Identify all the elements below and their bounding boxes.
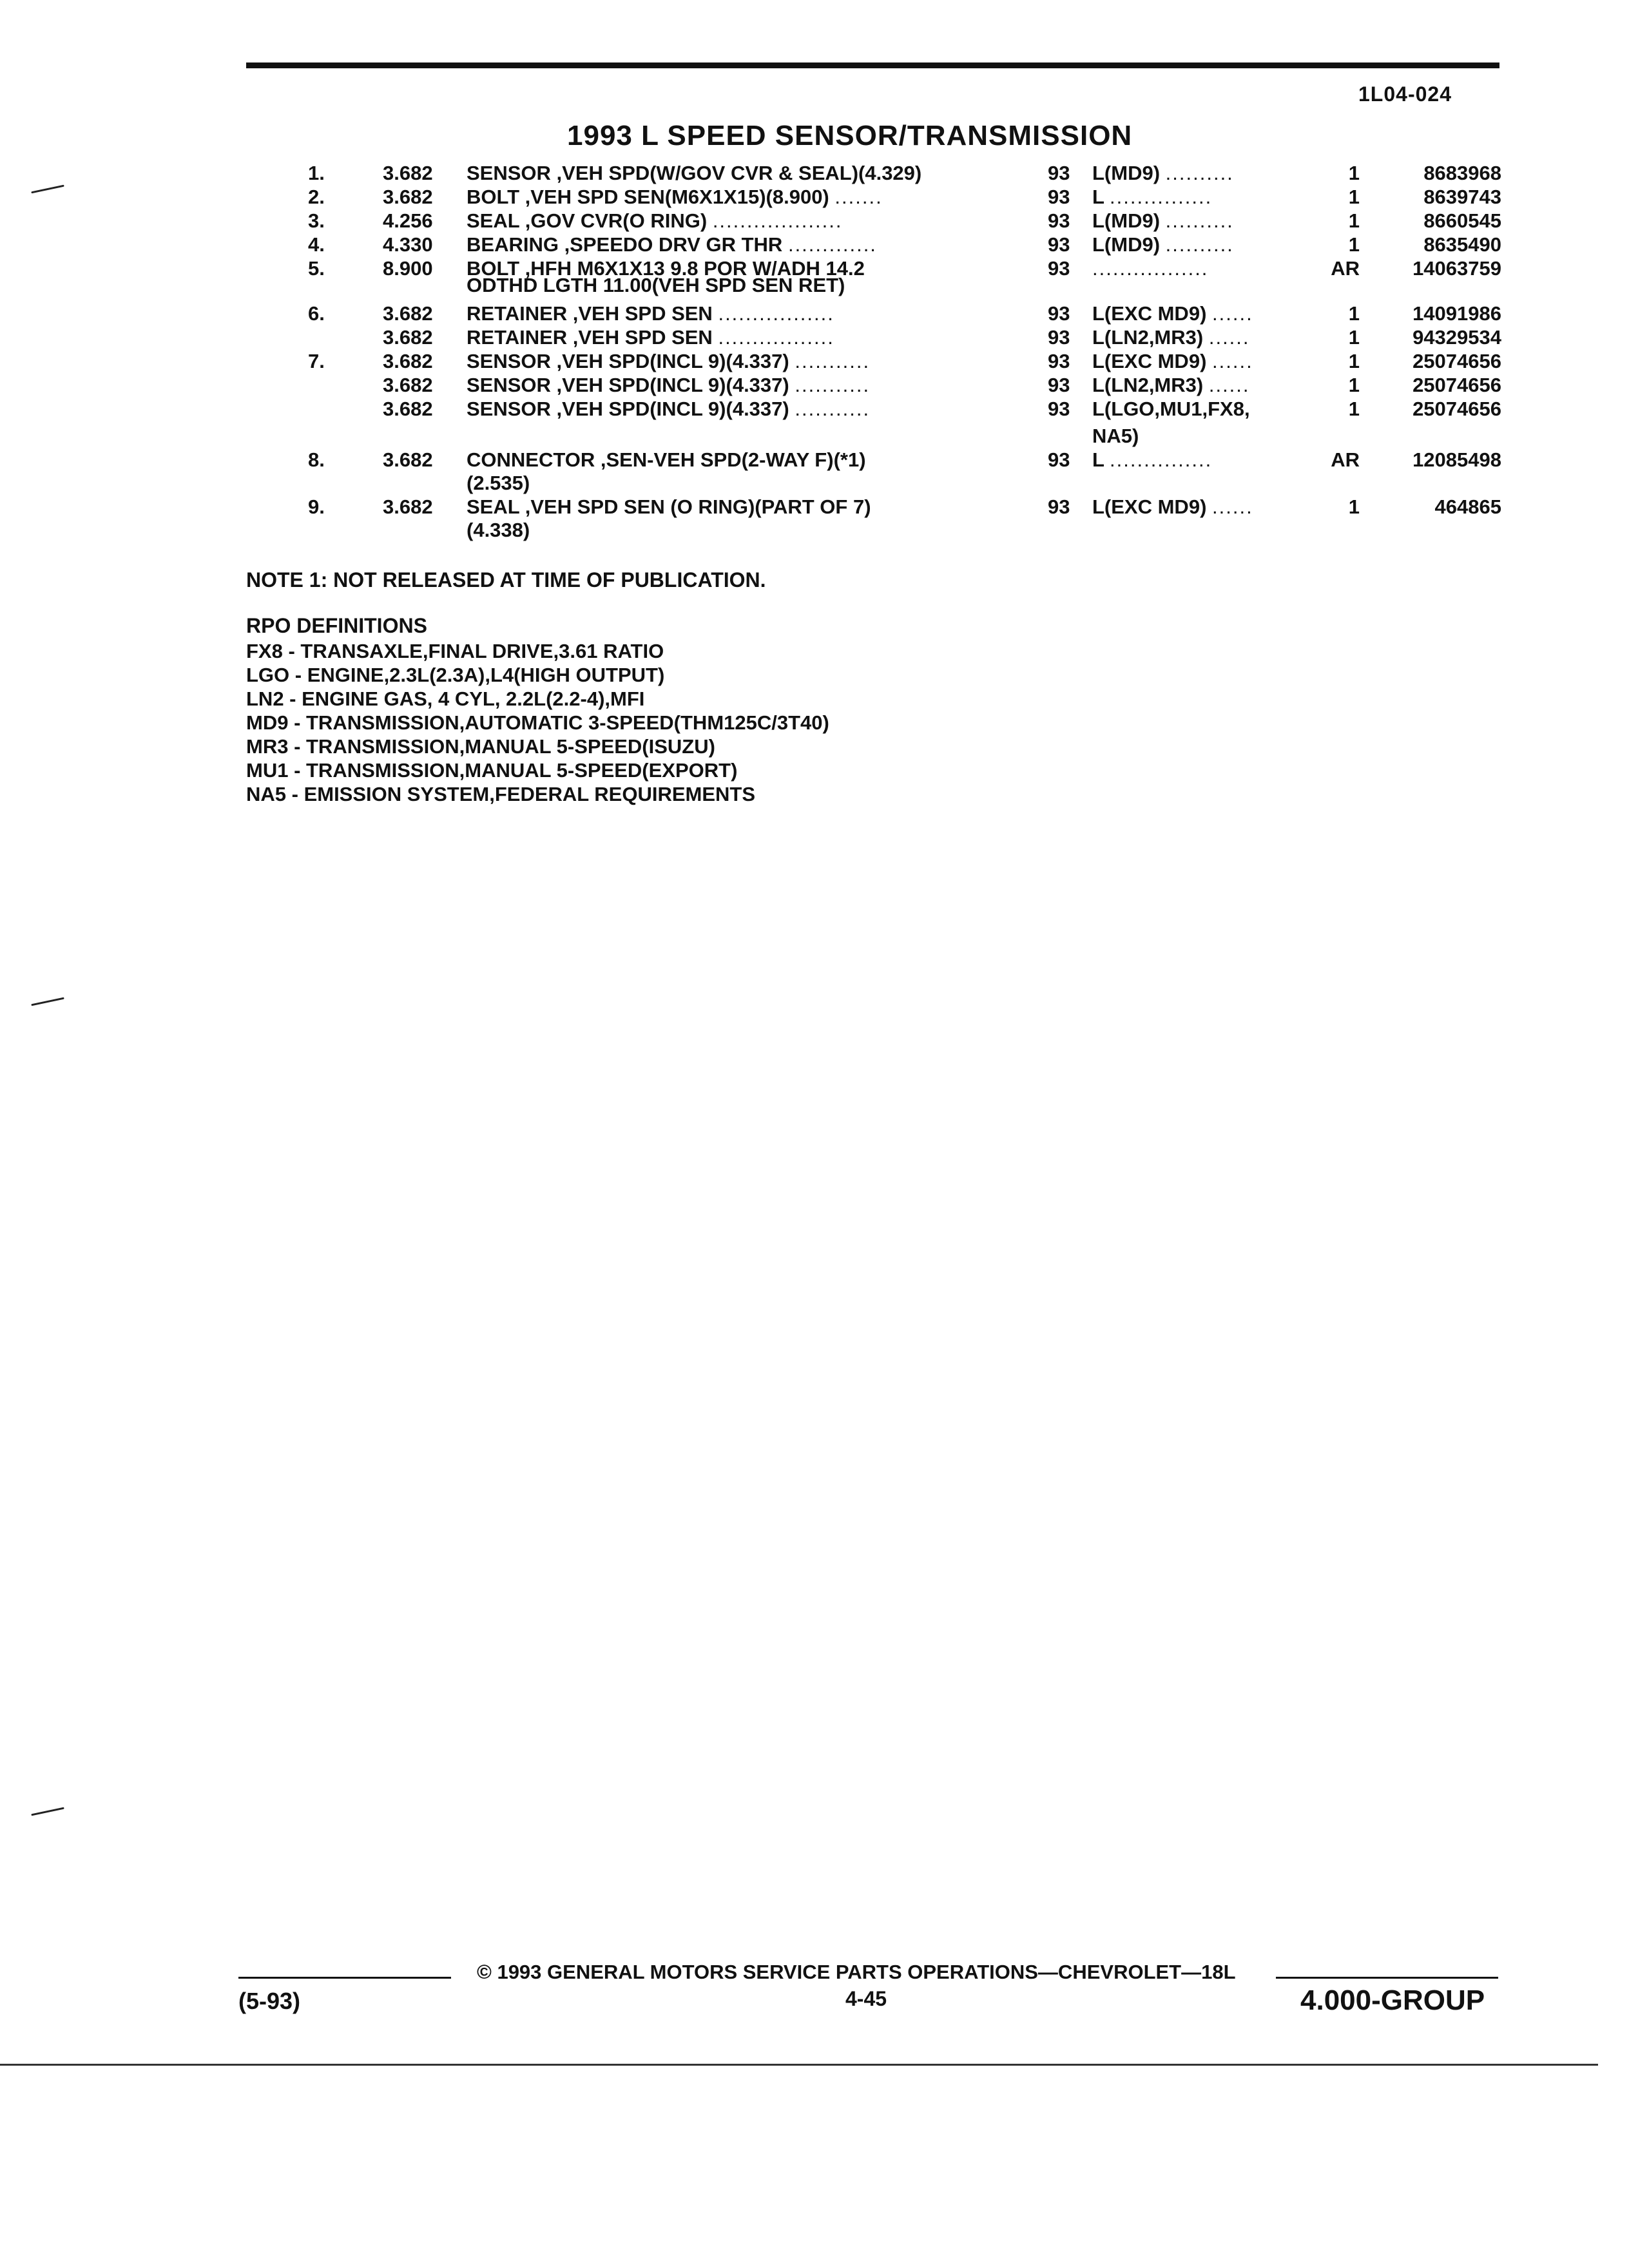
quantity <box>1315 495 1360 519</box>
group-number <box>383 161 433 185</box>
part-number-text: 12085498 <box>1412 448 1501 471</box>
part-description-text: BEARING ,SPEEDO DRV GR THR <box>467 233 783 256</box>
quantity-text: 1 <box>1348 209 1360 232</box>
part-number-text: 25074656 <box>1412 374 1501 396</box>
item-number <box>308 495 347 519</box>
model-usage <box>1092 325 1311 349</box>
scan-mark <box>31 1807 64 1816</box>
part-number-text: 14091986 <box>1412 302 1501 325</box>
row-description-continuation: (2.535) <box>467 472 530 494</box>
model-year-text: 93 <box>1048 257 1070 280</box>
model-year <box>1048 256 1070 280</box>
model-year-text: 93 <box>1048 209 1070 232</box>
model-year <box>1048 161 1070 185</box>
model-year-text: 93 <box>1048 186 1070 208</box>
model-usage-text: L <box>1092 448 1104 471</box>
quantity-text: AR <box>1331 257 1360 280</box>
dot-leader: ................. <box>718 326 834 349</box>
model-usage <box>1092 209 1311 233</box>
part-description <box>467 233 1008 256</box>
dot-leader: ........... <box>795 374 871 396</box>
item-number-text: 5. <box>308 257 325 280</box>
model-year-text: 93 <box>1048 350 1070 372</box>
quantity <box>1315 349 1360 373</box>
item-number-text: 4. <box>308 233 325 256</box>
item-number-text: 9. <box>308 495 325 518</box>
item-number <box>308 161 347 185</box>
part-number <box>1366 495 1501 519</box>
model-year <box>1048 349 1070 373</box>
item-number-text: 8. <box>308 448 325 471</box>
row-model-continuation: NA5) <box>1092 425 1139 447</box>
model-usage <box>1092 256 1311 280</box>
dot-leader: ................. <box>1092 257 1209 280</box>
part-description-text: RETAINER ,VEH SPD SEN <box>467 326 713 349</box>
rpo-definition: MR3 - TRANSMISSION,MANUAL 5-SPEED(ISUZU) <box>246 735 715 758</box>
rpo-definition: LN2 - ENGINE GAS, 4 CYL, 2.2L(2.2-4),MFI <box>246 687 645 710</box>
quantity <box>1315 185 1360 209</box>
group-number <box>383 302 433 325</box>
part-number-text: 14063759 <box>1412 257 1501 280</box>
group-number-text: 3.682 <box>383 398 433 420</box>
model-usage <box>1092 349 1311 373</box>
part-description-text: SEAL ,GOV CVR(O RING) <box>467 209 708 232</box>
group-number-text: 3.682 <box>383 448 433 471</box>
dot-leader: ...... <box>1208 326 1250 349</box>
part-description <box>467 185 1008 209</box>
part-description-text: CONNECTOR ,SEN-VEH SPD(2-WAY F)(*1) <box>467 448 866 471</box>
model-usage <box>1092 373 1311 397</box>
model-usage <box>1092 233 1311 256</box>
dot-leader: ...... <box>1208 374 1250 396</box>
quantity-text: 1 <box>1348 233 1360 256</box>
quantity <box>1315 397 1360 421</box>
item-number-text: 7. <box>308 350 325 372</box>
dot-leader: ................... <box>712 209 843 232</box>
dot-leader: ...... <box>1212 302 1253 325</box>
model-usage <box>1092 302 1311 325</box>
model-usage-text: L(LGO,MU1,FX8, <box>1092 398 1250 420</box>
quantity-text: 1 <box>1348 162 1360 184</box>
model-usage <box>1092 495 1311 519</box>
model-usage-text: L(MD9) <box>1092 209 1161 232</box>
group-number <box>383 495 433 519</box>
item-number-text: 3. <box>308 209 325 232</box>
part-number-text: 464865 <box>1434 495 1501 518</box>
quantity-text: 1 <box>1348 495 1360 518</box>
part-number <box>1366 161 1501 185</box>
item-number <box>308 185 347 209</box>
page-code: 1L04-024 <box>1358 82 1452 106</box>
footer-rule-left <box>238 1977 451 1979</box>
scan-mark <box>31 997 64 1006</box>
part-description <box>467 397 1008 421</box>
part-description-text: SENSOR ,VEH SPD(INCL 9)(4.337) <box>467 350 789 372</box>
model-year <box>1048 185 1070 209</box>
group-number <box>383 349 433 373</box>
model-year-text: 93 <box>1048 495 1070 518</box>
dot-leader: ....... <box>834 186 883 208</box>
part-number <box>1366 373 1501 397</box>
row-description-continuation: (4.338) <box>467 519 530 541</box>
part-number <box>1366 233 1501 256</box>
group-number-text: 3.682 <box>383 162 433 184</box>
model-year <box>1048 302 1070 325</box>
part-number <box>1366 209 1501 233</box>
group-number-text: 3.682 <box>383 302 433 325</box>
item-number-text: 2. <box>308 186 325 208</box>
model-usage-text: L(EXC MD9) <box>1092 350 1207 372</box>
model-year <box>1048 373 1070 397</box>
part-number <box>1366 302 1501 325</box>
rpo-definition: LGO - ENGINE,2.3L(2.3A),L4(HIGH OUTPUT) <box>246 664 665 686</box>
part-description <box>467 209 1008 233</box>
quantity-text: 1 <box>1348 398 1360 420</box>
quantity <box>1315 373 1360 397</box>
part-description <box>467 495 1008 519</box>
item-number-text: 6. <box>308 302 325 325</box>
publication-note: NOTE 1: NOT RELEASED AT TIME OF PUBLICATION. <box>246 568 766 591</box>
group-number-text: 4.330 <box>383 233 433 256</box>
footer-rule-right <box>1276 1977 1498 1979</box>
model-usage <box>1092 185 1311 209</box>
part-description <box>467 161 1008 185</box>
part-number <box>1366 325 1501 349</box>
part-number-text: 8660545 <box>1423 209 1501 232</box>
rpo-heading: RPO DEFINITIONS <box>246 614 427 637</box>
model-usage <box>1092 161 1311 185</box>
quantity <box>1315 209 1360 233</box>
page-title: 1993 L SPEED SENSOR/TRANSMISSION <box>567 120 1133 151</box>
group-number-text: 3.682 <box>383 495 433 518</box>
model-year-text: 93 <box>1048 326 1070 349</box>
part-number <box>1366 256 1501 280</box>
model-year-text: 93 <box>1048 302 1070 325</box>
model-usage-text: L <box>1092 186 1104 208</box>
item-number-text: 1. <box>308 162 325 184</box>
item-number <box>308 448 347 472</box>
model-usage-text: L(EXC MD9) <box>1092 495 1207 518</box>
dot-leader: ............... <box>1110 186 1213 208</box>
part-number-text: 25074656 <box>1412 398 1501 420</box>
model-usage <box>1092 448 1311 472</box>
dot-leader: ...... <box>1212 350 1253 372</box>
quantity-text: 1 <box>1348 326 1360 349</box>
part-description-text: BOLT ,HFH M6X1X13 9.8 POR W/ADH 14.2 <box>467 257 865 280</box>
quantity <box>1315 233 1360 256</box>
dot-leader: ........... <box>795 350 871 372</box>
part-description-text: SENSOR ,VEH SPD(INCL 9)(4.337) <box>467 374 789 396</box>
group-number-text: 3.682 <box>383 326 433 349</box>
part-number-text: 8683968 <box>1423 162 1501 184</box>
model-usage-text: L(MD9) <box>1092 162 1161 184</box>
model-year-text: 93 <box>1048 398 1070 420</box>
group-number-text: 3.682 <box>383 374 433 396</box>
part-description <box>467 325 1008 349</box>
model-year-text: 93 <box>1048 448 1070 471</box>
model-year <box>1048 448 1070 472</box>
model-usage-text: L(LN2,MR3) <box>1092 374 1204 396</box>
dot-leader: ............. <box>787 233 877 256</box>
dot-leader: ............... <box>1110 448 1213 471</box>
quantity <box>1315 302 1360 325</box>
item-number <box>308 233 347 256</box>
model-year-text: 93 <box>1048 233 1070 256</box>
quantity <box>1315 448 1360 472</box>
bottom-rule <box>0 2064 1598 2066</box>
item-number <box>308 256 347 280</box>
model-usage-text: L(EXC MD9) <box>1092 302 1207 325</box>
quantity-text: 1 <box>1348 186 1360 208</box>
model-year <box>1048 495 1070 519</box>
part-number <box>1366 397 1501 421</box>
rpo-definition: MU1 - TRANSMISSION,MANUAL 5-SPEED(EXPORT) <box>246 759 738 782</box>
group-number <box>383 397 433 421</box>
quantity <box>1315 161 1360 185</box>
part-description-text: RETAINER ,VEH SPD SEN <box>467 302 713 325</box>
model-usage-text: L(MD9) <box>1092 233 1161 256</box>
part-number-text: 8639743 <box>1423 186 1501 208</box>
part-description-text: SENSOR ,VEH SPD(W/GOV CVR & SEAL)(4.329) <box>467 162 922 184</box>
dot-leader: .......... <box>1165 209 1234 232</box>
top-rule <box>246 62 1499 68</box>
quantity <box>1315 256 1360 280</box>
quantity-text: 1 <box>1348 302 1360 325</box>
group-number <box>383 256 433 280</box>
scan-mark <box>31 185 64 194</box>
group-number-text: 3.682 <box>383 186 433 208</box>
dot-leader: ........... <box>795 398 871 420</box>
dot-leader: .......... <box>1165 162 1234 184</box>
part-number-text: 25074656 <box>1412 350 1501 372</box>
model-year <box>1048 209 1070 233</box>
item-number <box>308 209 347 233</box>
group-number <box>383 185 433 209</box>
quantity-text: AR <box>1331 448 1360 471</box>
part-description-text: SENSOR ,VEH SPD(INCL 9)(4.337) <box>467 398 789 420</box>
part-description-text: BOLT ,VEH SPD SEN(M6X1X15)(8.900) <box>467 186 829 208</box>
item-number <box>308 302 347 325</box>
model-year <box>1048 233 1070 256</box>
row-description-continuation: ODTHD LGTH 11.00(VEH SPD SEN RET) <box>467 274 845 296</box>
dot-leader: ...... <box>1212 495 1253 518</box>
quantity-text: 1 <box>1348 374 1360 396</box>
group-number <box>383 325 433 349</box>
part-number <box>1366 349 1501 373</box>
part-description <box>467 349 1008 373</box>
model-usage <box>1092 397 1311 421</box>
footer-date: (5-93) <box>238 1988 301 2014</box>
page-number: 4-45 <box>845 1987 887 2010</box>
group-number <box>383 233 433 256</box>
dot-leader: .......... <box>1165 233 1234 256</box>
model-year <box>1048 325 1070 349</box>
item-number <box>308 349 347 373</box>
group-number <box>383 209 433 233</box>
part-description <box>467 448 1008 472</box>
part-description <box>467 302 1008 325</box>
group-number-text: 4.256 <box>383 209 433 232</box>
part-description-text: SEAL ,VEH SPD SEN (O RING)(PART OF 7) <box>467 495 871 518</box>
group-number <box>383 373 433 397</box>
rpo-definition: MD9 - TRANSMISSION,AUTOMATIC 3-SPEED(THM125C/3T40) <box>246 711 829 734</box>
group-number-text: 3.682 <box>383 350 433 372</box>
part-number <box>1366 185 1501 209</box>
part-number-text: 94329534 <box>1412 326 1501 349</box>
copyright-line: © 1993 GENERAL MOTORS SERVICE PARTS OPERATIONS—CHEVROLET—18L <box>477 1961 1236 1983</box>
group-number <box>383 448 433 472</box>
model-year-text: 93 <box>1048 162 1070 184</box>
rpo-definition: NA5 - EMISSION SYSTEM,FEDERAL REQUIREMENTS <box>246 783 756 805</box>
model-usage-text: L(LN2,MR3) <box>1092 326 1204 349</box>
footer-group: 4.000-GROUP <box>1300 1984 1485 2016</box>
part-number <box>1366 448 1501 472</box>
dot-leader: ................. <box>718 302 834 325</box>
quantity-text: 1 <box>1348 350 1360 372</box>
part-number-text: 8635490 <box>1423 233 1501 256</box>
model-year <box>1048 397 1070 421</box>
model-year-text: 93 <box>1048 374 1070 396</box>
part-description <box>467 373 1008 397</box>
group-number-text: 8.900 <box>383 257 433 280</box>
rpo-definition: FX8 - TRANSAXLE,FINAL DRIVE,3.61 RATIO <box>246 640 664 662</box>
quantity <box>1315 325 1360 349</box>
